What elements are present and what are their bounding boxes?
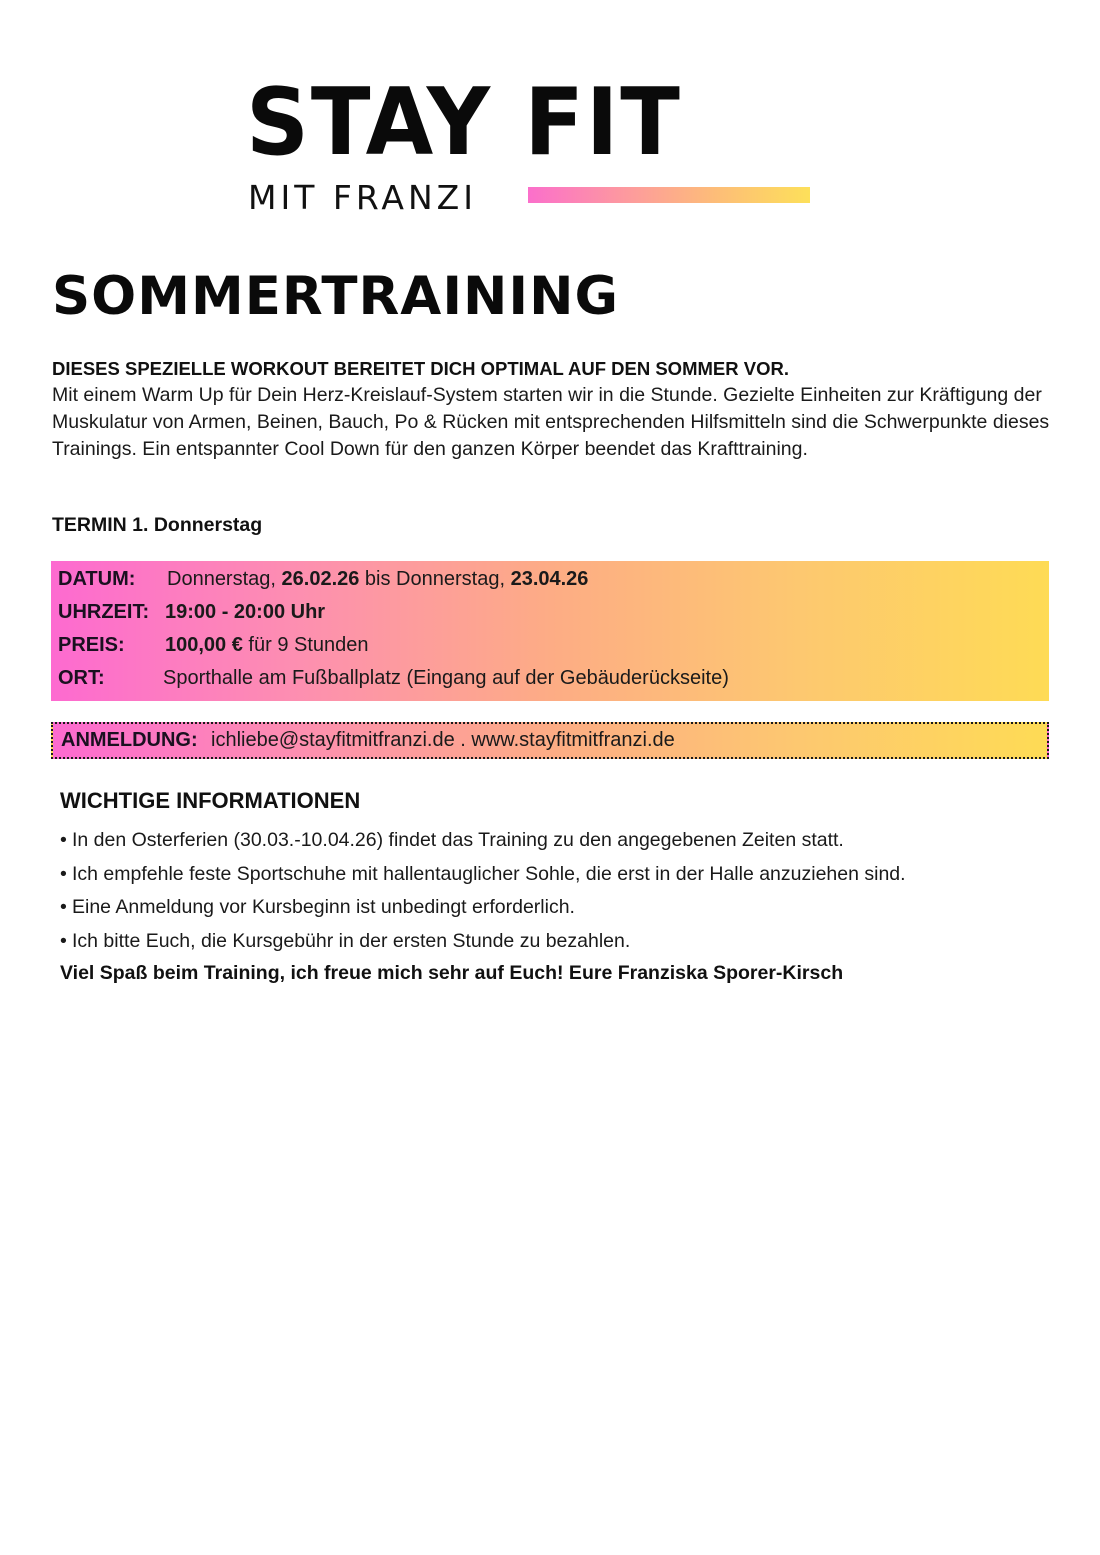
bullet-icon: • [60, 896, 67, 918]
datum-end: 23.04.26 [510, 568, 589, 590]
logo-gradient-bar [528, 187, 810, 203]
detail-label-ort: ORT: [58, 667, 105, 689]
list-item [60, 858, 906, 892]
important-info-title: WICHTIGE INFORMATIONEN [60, 788, 361, 813]
brand-logo [246, 68, 812, 217]
intro-section [52, 356, 1062, 463]
preis-amount: 100,00 € [165, 634, 243, 656]
detail-value-uhrzeit: 19:00 - 20:00 Uhr [165, 601, 326, 623]
datum-prefix: Donnerstag, [167, 568, 282, 590]
list-item [60, 891, 906, 925]
list-item-text: Ich empfehle feste Sportschuhe mit hallentauglicher Sohle, die erst in der Halle anzuziehen sind. [72, 862, 906, 885]
bullet-icon: • [60, 862, 67, 885]
detail-value-preis [165, 629, 369, 662]
registration-label: ANMELDUNG: [61, 729, 198, 751]
list-item [60, 824, 906, 858]
detail-label-datum: DATUM: [58, 568, 136, 590]
list-item-text: Eine Anmeldung vor Kursbeginn ist unbedingt erforderlich. [72, 896, 575, 918]
list-item [60, 925, 906, 959]
intro-headline: DIESES SPEZIELLE WORKOUT BEREITET DICH OPTIMAL AUF DEN SOMMER VOR. [52, 358, 789, 379]
course-details-box [51, 561, 1049, 701]
logo-subtitle: MIT FRANZI [248, 178, 478, 217]
page-title: SOMMERTRAINING [52, 266, 619, 327]
bullet-icon: • [60, 829, 67, 851]
detail-label-preis: PREIS: [58, 634, 125, 656]
datum-middle: bis Donnerstag, [359, 568, 511, 590]
bullet-icon: • [60, 929, 67, 952]
preis-suffix: für 9 Stunden [242, 634, 369, 656]
list-item-text: In den Osterferien (30.03.-10.04.26) findet das Training zu den angegebenen Zeiten statt. [72, 829, 844, 851]
closing-message: Viel Spaß beim Training, ich freue mich sehr auf Euch! Eure Franziska Sporer-Kirsch [60, 962, 844, 984]
detail-value-ort: Sporthalle am Fußballplatz (Eingang auf der Gebäuderückseite) [163, 667, 729, 689]
list-item-text: Ich bitte Euch, die Kursgebühr in der ersten Stunde zu bezahlen. [72, 929, 631, 952]
registration-box [51, 722, 1049, 759]
detail-label-uhrzeit: UHRZEIT: [58, 601, 150, 623]
important-info-list [60, 824, 906, 958]
logo-title: STAY FIT [246, 68, 682, 176]
termin-heading: TERMIN 1. Donnerstag [52, 514, 263, 536]
detail-value-datum [167, 563, 588, 596]
registration-contact[interactable]: ichliebe@stayfitmitfranzi.de . www.stayfitmitfranzi.de [211, 729, 675, 751]
intro-body: Mit einem Warm Up für Dein Herz-Kreislauf-System starten wir in die Stunde. Gezielte Einheiten zur Kräftigung der Muskulatur von Armen, Beinen, Bauch, Po & Rücken mit entsprechenden Hilfsmitteln sind die Schwerpunkte dieses Trainings. Ein entspannter Cool Down für den ganzen Körper beendet das Krafttraining. [52, 384, 1050, 460]
datum-start: 26.02.26 [281, 568, 360, 590]
